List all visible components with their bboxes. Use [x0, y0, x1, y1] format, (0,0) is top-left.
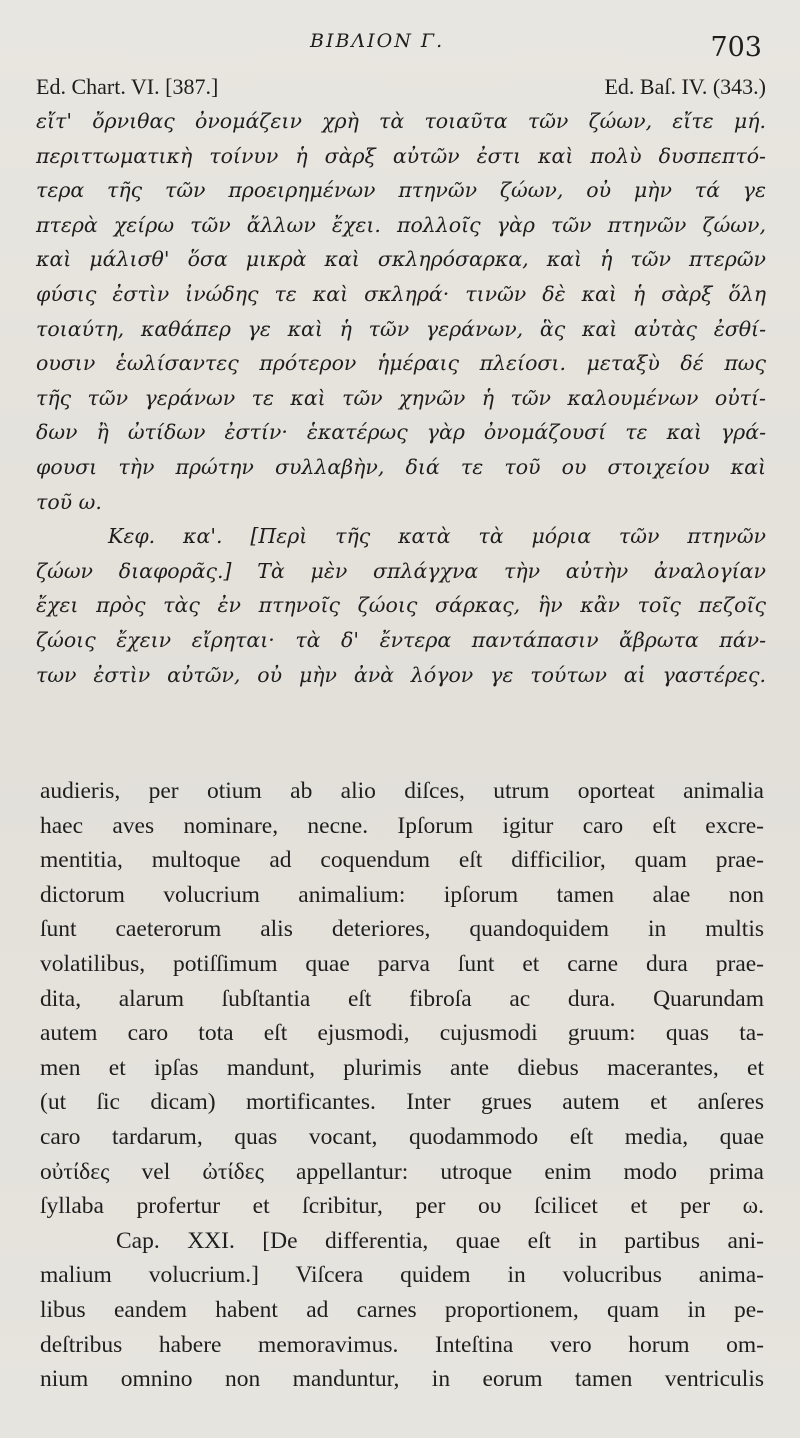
greek-line: ζώοις ἔχειν εἴρηται· τὰ δ' ἔντερα παντάπασιν ἄβρωτα πάν-	[36, 627, 766, 652]
greek-line: περιττωματικὴ τοίνυν ἡ σὰρξ αὐτῶν ἐστι καὶ πολὺ δυσπεπτό-	[36, 143, 766, 168]
latin-line: ſyllaba profertur et ſcribitur, per ου ſcilicet et per ω.	[40, 1193, 764, 1220]
greek-line: εἴτ' ὄρνιθας ὀνομάζειν χρὴ τὰ τοιαῦτα τῶν ζώων, εἴτε μή.	[36, 109, 766, 133]
latin-line: volatilibus, potiſſimum quae parva ſunt et carne dura prae-	[40, 950, 764, 977]
latin-line: (ut ſic dicam) mortificantes. Inter grues autem et anſeres	[40, 1089, 764, 1116]
latin-line: libus eandem habent ad carnes proportionem, quam in pe-	[40, 1296, 764, 1323]
edition-basel-reference: Ed. Baſ. IV. (343.)	[604, 74, 766, 99]
greek-line: πτερὰ χείρω τῶν ἄλλων ἔχει. πολλοῖς γὰρ τῶν πτηνῶν ζώων,	[36, 212, 766, 237]
latin-line: ſunt caeterorum alis deteriores, quandoquidem in multis	[40, 916, 764, 943]
page-number: 703	[710, 32, 762, 63]
edition-chart-reference: Ed. Chart. VI. [387.]	[36, 74, 219, 99]
greek-line: φύσις ἐστὶν ἰνώδης τε καὶ σκληρά· τινῶν δὲ καὶ ἡ σὰρξ ὅλη	[36, 281, 766, 306]
greek-line: ζώων διαφορᾶς.] Τὰ μὲν σπλάγχνα τὴν αὐτὴν ἀναλογίαν	[36, 558, 766, 583]
latin-line: dictorum volucrium animalium: ipſorum tamen alae non	[40, 881, 764, 908]
latin-line: malium volucrium.] Viſcera quidem in volucribus anima-	[40, 1262, 764, 1289]
latin-line: caro tardarum, quas vocant, quodammodo eſt media, quae	[40, 1123, 764, 1150]
greek-line: δων ἢ ὠτίδων ἐστίν· ἑκατέρως γὰρ ὀνομάζουσί τε καὶ γρά-	[36, 420, 766, 445]
latin-line: men et ipſas mandunt, plurimis ante diebus macerantes, et	[40, 1054, 764, 1081]
latin-text-block	[40, 774, 764, 1397]
greek-line: τερα τῆς τῶν προειρημένων πτηνῶν ζώων, οὐ μὴν τά γε	[36, 178, 766, 203]
latin-line: audieris, per otium ab alio diſces, utrum oporteat animalia	[40, 778, 764, 804]
greek-line: ἔχει πρὸς τὰς ἐν πτηνοῖς ζώοις σάρκας, ἣν κἂν τοῖς πεζοῖς	[36, 593, 766, 618]
latin-line: οὐτίδες vel ὠτίδες appellantur: utroque enim modo prima	[40, 1158, 764, 1185]
book-title: ΒΙΒΛΙΟΝ Γ.	[310, 30, 445, 52]
greek-chapter-heading-line: Κεφ. κα'. [Περὶ τῆς κατὰ τὰ μόρια τῶν πτηνῶν	[108, 524, 766, 549]
greek-line: φουσι τὴν πρώτην συλλαβὴν, διά τε τοῦ ου στοιχείου καὶ	[36, 454, 766, 479]
greek-line: καὶ μάλισθ' ὅσα μικρὰ καὶ σκληρόσαρκα, καὶ ἡ τῶν πτερῶν	[36, 247, 766, 272]
latin-line: deſtribus habere memoravimus. Inteſtina vero horum om-	[40, 1331, 764, 1358]
greek-line: ουσιν ἑωλίσαντες πρότερον ἡμέραις πλείοσι. μεταξὺ δέ πως	[36, 351, 766, 376]
running-head	[0, 30, 800, 63]
latin-line: haec aves nominare, necne. Ipſorum igitur caro eſt excre-	[40, 812, 764, 839]
latin-line: nium omnino non manduntur, in eorum tamen ventriculis	[40, 1366, 764, 1393]
latin-line: mentitia, multoque ad coquendum eſt difficilior, quam prae-	[40, 847, 764, 874]
latin-line: dita, alarum ſubſtantia eſt fibroſa ac dura. Quarundam	[40, 985, 764, 1012]
greek-line: τοιαύτη, καθάπερ γε καὶ ἡ τῶν γεράνων, ἃς καὶ αὐτὰς ἐσθί-	[36, 316, 766, 341]
edition-references	[36, 74, 766, 102]
greek-line: τῆς τῶν γεράνων τε καὶ τῶν χηνῶν ἡ τῶν καλουμένων οὐτί-	[36, 385, 766, 410]
greek-text-block	[36, 104, 766, 692]
latin-chapter-heading-line: Cap. XXI. [De differentia, quae eſt in partibus ani-	[116, 1227, 764, 1254]
greek-line: των ἐστὶν αὐτῶν, οὐ μὴν ἀνὰ λόγον γε τούτων αἱ γαστέρες.	[36, 662, 766, 687]
latin-line: autem caro tota eſt ejusmodi, cujusmodi gruum: quas ta-	[40, 1020, 764, 1047]
greek-line: τοῦ ω.	[36, 489, 102, 514]
